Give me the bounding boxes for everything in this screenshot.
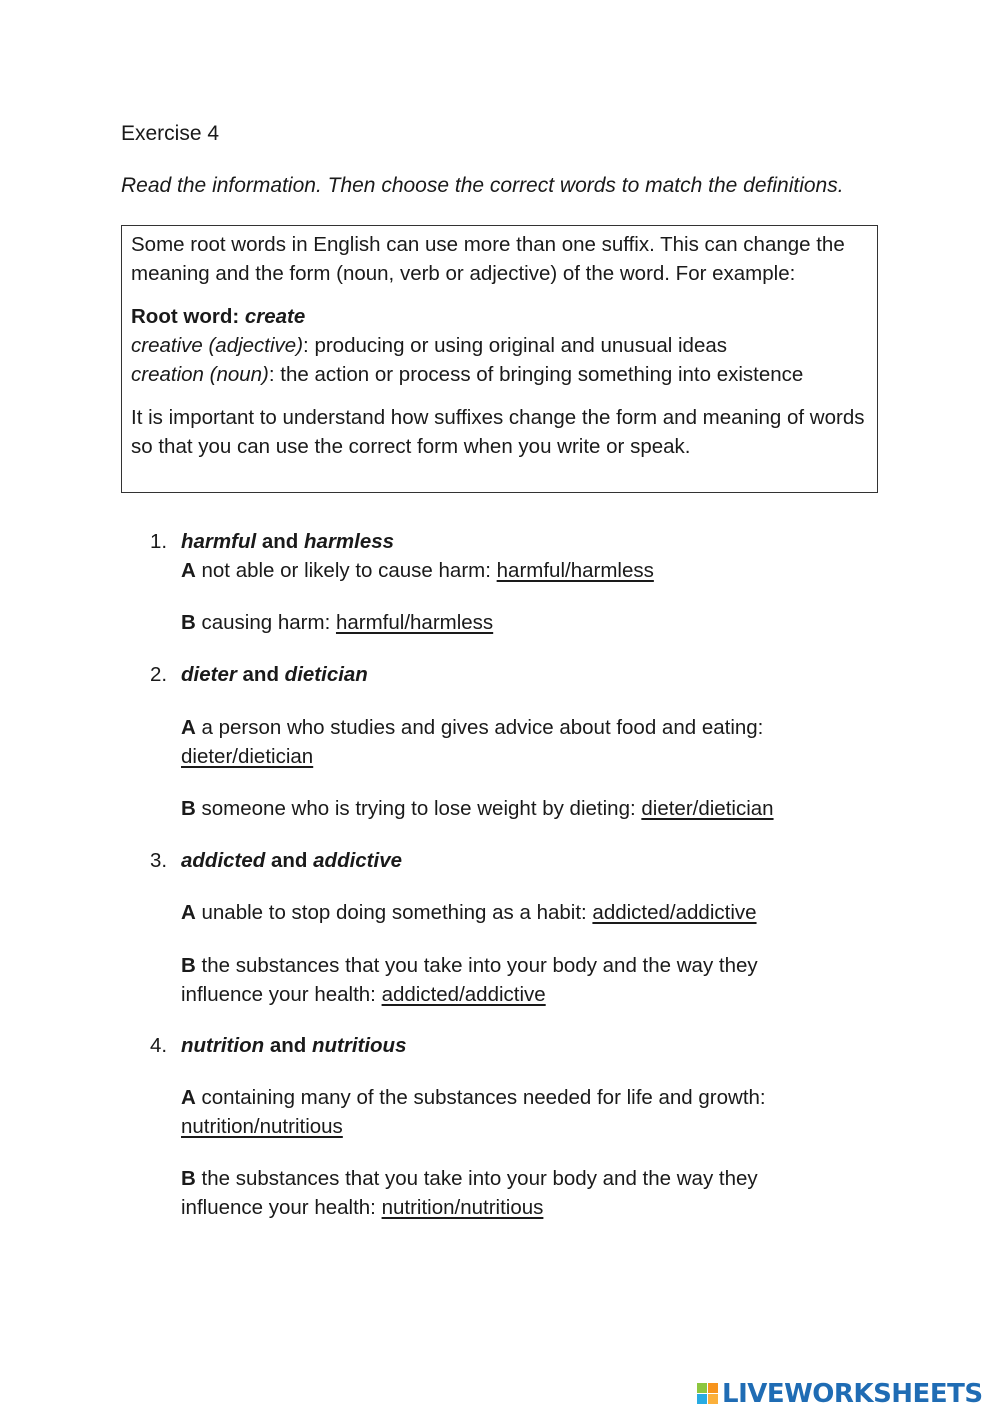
root-label: Root word: [131,305,245,328]
question-3-b [181,951,841,1009]
info-note: It is important to understand how suffixes change the form and meaning of words so that you can use the correct form when you write or speak. [131,406,865,458]
info-box [121,225,878,493]
word1: harmful [181,530,257,553]
option-b-label: B [181,611,196,634]
option-b-text-cont: influence your health: [181,983,382,1006]
word1: dieter [181,663,237,686]
option-a-text: not able or likely to cause harm: [195,559,497,582]
answer-choice-3b[interactable]: addicted/addictive [381,983,546,1006]
option-a-label: A [181,716,196,739]
answer-choice-4a[interactable]: nutrition/nutritious [181,1115,343,1138]
option-a-text: a person who studies and gives advice about food and eating: [195,716,764,739]
question-number: 3. [150,849,168,872]
option-b-label: B [181,954,196,977]
liveworksheets-logo[interactable] [697,1378,983,1410]
option-b-text: causing harm: [195,611,336,634]
question-4-b [181,1164,841,1222]
and-text: and [256,530,305,553]
example-creative-term: creative (adjective) [131,334,304,357]
answer-choice-1a[interactable]: harmful/harmless [496,559,654,582]
answer-choice-4b[interactable]: nutrition/nutritious [381,1196,544,1219]
option-a-text: unable to stop doing something as a habit: [195,901,593,924]
word2: addictive [313,849,403,872]
question-2-b [181,794,841,823]
option-b-label: B [181,797,196,820]
question-2-a [181,713,841,771]
word1: nutrition [181,1034,265,1057]
and-text: and [264,1034,312,1057]
example-creative [131,331,868,360]
and-text: and [236,663,285,686]
option-b-text: the substances that you take into your body and the way they [195,954,758,977]
option-a-label: A [181,1086,196,1109]
example-creative-def: : producing or using original and unusual ideas [303,334,728,357]
question-number: 1. [150,530,168,553]
question-1-a [181,556,841,585]
instructions: Read the information. Then choose the correct words to match the definitions. [121,174,844,197]
question-4-a [181,1083,841,1141]
word2: nutritious [311,1034,407,1057]
example-creation [131,360,868,389]
answer-choice-3a[interactable]: addicted/addictive [592,901,757,924]
info-intro: Some root words in English can use more than one suffix. This can change the meaning and the form (noun, verb or adjective) of the word. For example: [131,233,845,285]
option-a-label: A [181,559,196,582]
word2: dietician [284,663,368,686]
question-number: 2. [150,663,168,686]
answer-choice-2b[interactable]: dieter/dietician [641,797,774,820]
example-creation-def: : the action or process of bringing something into existence [268,363,804,386]
and-text: and [265,849,314,872]
question-3-a [181,898,841,927]
question-number: 4. [150,1034,168,1057]
liveworksheets-mark-icon [697,1383,719,1405]
answer-choice-2a[interactable]: dieter/dietician [181,745,314,768]
example-creation-term: creation (noun) [131,363,269,386]
answer-choice-1b[interactable]: harmful/harmless [335,611,494,634]
question-1-b [181,608,841,637]
option-b-label: B [181,1167,196,1190]
option-a-text: containing many of the substances needed for life and growth: [195,1086,766,1109]
option-b-text-cont: influence your health: [181,1196,382,1219]
option-a-label: A [181,901,196,924]
word2: harmless [304,530,395,553]
option-b-text: the substances that you take into your body and the way they [195,1167,758,1190]
exercise-title: Exercise 4 [121,122,220,145]
root-word-line [131,302,868,331]
logo-text: LIVEWORKSHEETS [722,1379,983,1409]
root-word: create [244,305,306,328]
option-b-text: someone who is trying to lose weight by dieting: [195,797,642,820]
word1: addicted [181,849,266,872]
